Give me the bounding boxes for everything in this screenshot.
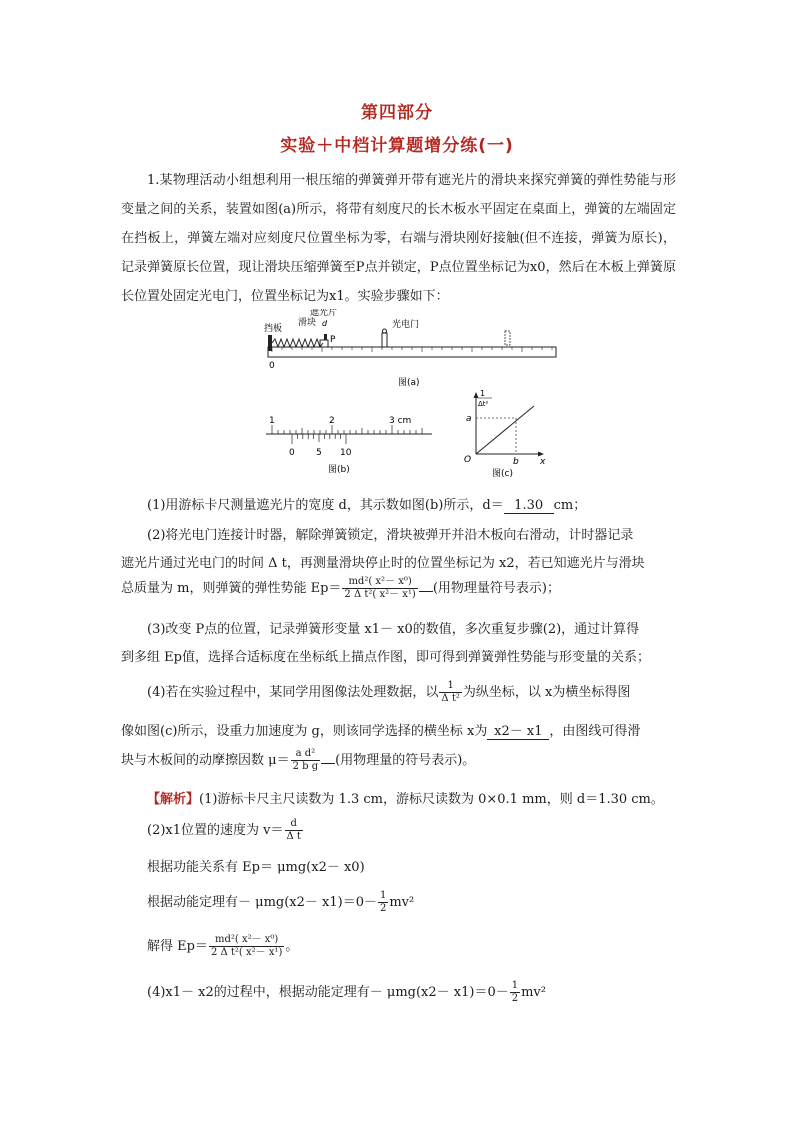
step-2-line-1: (2)将光电门连接计时器，解除弹簧锁定，滑块被弹开并沿木板向右滑动，计时器记录 (147, 528, 634, 543)
ep-answer-num: md²( x²－ x⁰) (342, 576, 417, 589)
ep-answer (342, 576, 417, 601)
analysis-2-text: (2)x1位置的速度为 v＝ (147, 823, 284, 838)
inverse-dt-num: 1 (439, 680, 461, 693)
step-4-line-3 (121, 748, 475, 773)
label-o: O (464, 455, 472, 465)
step-4-line-3-text: 块与木板间的动摩擦因数 μ＝ (121, 753, 290, 768)
figure-c (458, 384, 554, 480)
y-label-den: Δt² (478, 400, 489, 408)
figure-a (262, 309, 562, 389)
step-2-line-3 (121, 576, 560, 601)
analysis-tag: 【解析】 (147, 792, 200, 807)
label-zero: 0 (269, 361, 275, 371)
half-frac (378, 890, 388, 915)
x-axis-answer: x2－ x1 (487, 720, 549, 740)
half-num-2: 1 (511, 980, 519, 991)
analysis-4 (147, 890, 414, 915)
main-label-3: 3 cm (389, 416, 412, 426)
caption-a: 图(a) (398, 378, 420, 388)
mu-num: a d² (291, 748, 321, 761)
exercise-title: 实验＋中档计算题增分练(一) (280, 136, 514, 156)
step-2-text: 总质量为 m，则弹簧的弹性势能 Ep＝ (121, 581, 342, 596)
label-p: P (330, 335, 336, 345)
analysis-3: 根据功能关系有 Ep＝ μmg(x2－ x0) (147, 860, 365, 875)
ep-answer-den: 2 Δ t²( x²－ x¹) (344, 589, 416, 600)
step-4-line-2-text: 像如图(c)所示，设重力加速度为 g，则该同学选择的横坐标 x为 (121, 724, 488, 739)
graph-line (476, 406, 534, 454)
analysis-5 (147, 934, 298, 959)
half-den-2: 2 (511, 993, 519, 1004)
analysis-5-after: 。 (285, 939, 299, 954)
mu-den: 2 b g (292, 761, 319, 772)
caption-c: 图(c) (492, 469, 513, 479)
step-1 (147, 494, 586, 514)
question-intro: 1.某物理活动小组想利用一根压缩的弹簧弹开带有遮光片的滑块来探究弹簧的弹性势能与形变量之间的关系，装置如图(a)所示，将带有刻度尺的长木板水平固定在桌面上，弹簧的左端固定在挡板上，弹簧左端对应刻度尺位置坐标为零，右端与滑块刚好接触(但不连接，弹簧为原长)，记录弹簧原长位置，现让滑块压缩弹簧至P点并锁定，P点位置坐标记为x0，然后在木板上弹簧原长位置处固定光电门，位置坐标记为x1。实验步骤如下： (121, 173, 676, 304)
label-shade: 遮光片 (310, 309, 338, 318)
part-title: 第四部分 (361, 103, 433, 123)
step-4-text-after: 为纵坐标，以 x为横坐标得图 (462, 685, 631, 700)
analysis-4-text: 根据动能定理有－ μmg(x2－ x1)＝0－ (147, 895, 377, 910)
label-a: a (466, 414, 472, 424)
main-label-1: 1 (269, 416, 275, 426)
analysis-2 (147, 818, 304, 843)
baffle (268, 335, 272, 351)
label-slider: 滑块 (298, 318, 317, 328)
step-3-line-1: (3)改变 P点的位置，记录弹簧形变量 x1－ x0的数值，多次重复步骤(2)，通过计算得 (147, 622, 640, 637)
photogate (382, 333, 387, 347)
mu-answer (291, 748, 321, 773)
analysis-6-after: mv² (521, 985, 546, 1000)
half-num: 1 (379, 890, 387, 901)
vernier-label-10: 10 (340, 448, 352, 458)
step-1-text: (1)用游标卡尺测量遮光片的宽度 d，其示数如图(b)所示，d＝ (147, 498, 504, 513)
vernier-label-5: 5 (316, 448, 322, 458)
half-frac-2 (510, 980, 520, 1005)
ep-result-den: 2 Δ t²( x²－ x¹) (210, 947, 283, 958)
step-4-line-2-after: ，由图线可得滑 (549, 724, 641, 739)
mu-answer-blank (321, 763, 335, 764)
ep-result-num: md²( x²－ x⁰) (209, 934, 284, 947)
shade (324, 334, 327, 340)
half-den: 2 (379, 903, 387, 914)
step-4-note: (用物理量的符号表示)。 (335, 753, 476, 768)
y-label-num: 1 (480, 389, 486, 398)
end-marker (505, 331, 510, 345)
vernier-label-0: 0 (289, 448, 295, 458)
spring (272, 339, 323, 347)
step-3-line-2: 到多组 Ep值，选择合适标度在坐标纸上描点作图，即可得到弹簧弹性势能与形变量的关系； (121, 650, 650, 665)
inverse-dt-den: Δ t² (441, 693, 460, 704)
step-1-unit: cm； (553, 498, 587, 513)
label-gate: 光电门 (392, 320, 420, 330)
inverse-dt-frac (439, 680, 461, 705)
analysis-4-after: mv² (389, 895, 415, 910)
label-d: d (322, 319, 328, 328)
analysis-1-text: (1)游标卡尺主尺读数为 1.3 cm，游标尺读数为 0×0.1 mm，则 d＝1.30 cm。 (199, 792, 664, 807)
analysis-6 (147, 980, 546, 1005)
ep-result-frac (209, 934, 284, 959)
label-x: x (540, 457, 546, 467)
analysis-5-text: 解得 Ep＝ (147, 939, 208, 954)
ep-answer-blank (419, 591, 433, 592)
velocity-num: d (285, 818, 303, 831)
step-4-text: (4)若在实验过程中，某同学用图像法处理数据，以 (147, 685, 439, 700)
analysis-1 (147, 788, 664, 807)
step-4-line-1 (147, 680, 630, 705)
velocity-frac (285, 818, 303, 843)
figure-b (262, 412, 442, 478)
caption-b: 图(b) (328, 465, 350, 475)
step-2-line-2: 遮光片通过光电门的时间 Δ t，再测量滑块停止时的位置坐标记为 x2，若已知遮光片与滑块 (121, 556, 645, 571)
step-4-line-2 (121, 720, 640, 740)
step-1-answer: 1.30 (504, 498, 554, 514)
step-2-note: (用物理量符号表示)； (432, 581, 560, 596)
analysis-6-text: (4)x1－ x2的过程中，根据动能定理有－ μmg(x2－ x1)＝0－ (147, 985, 509, 1000)
label-b: b (513, 457, 519, 467)
velocity-den: Δ t (286, 831, 301, 842)
label-baffle: 挡板 (264, 324, 283, 334)
main-label-2: 2 (329, 416, 335, 426)
